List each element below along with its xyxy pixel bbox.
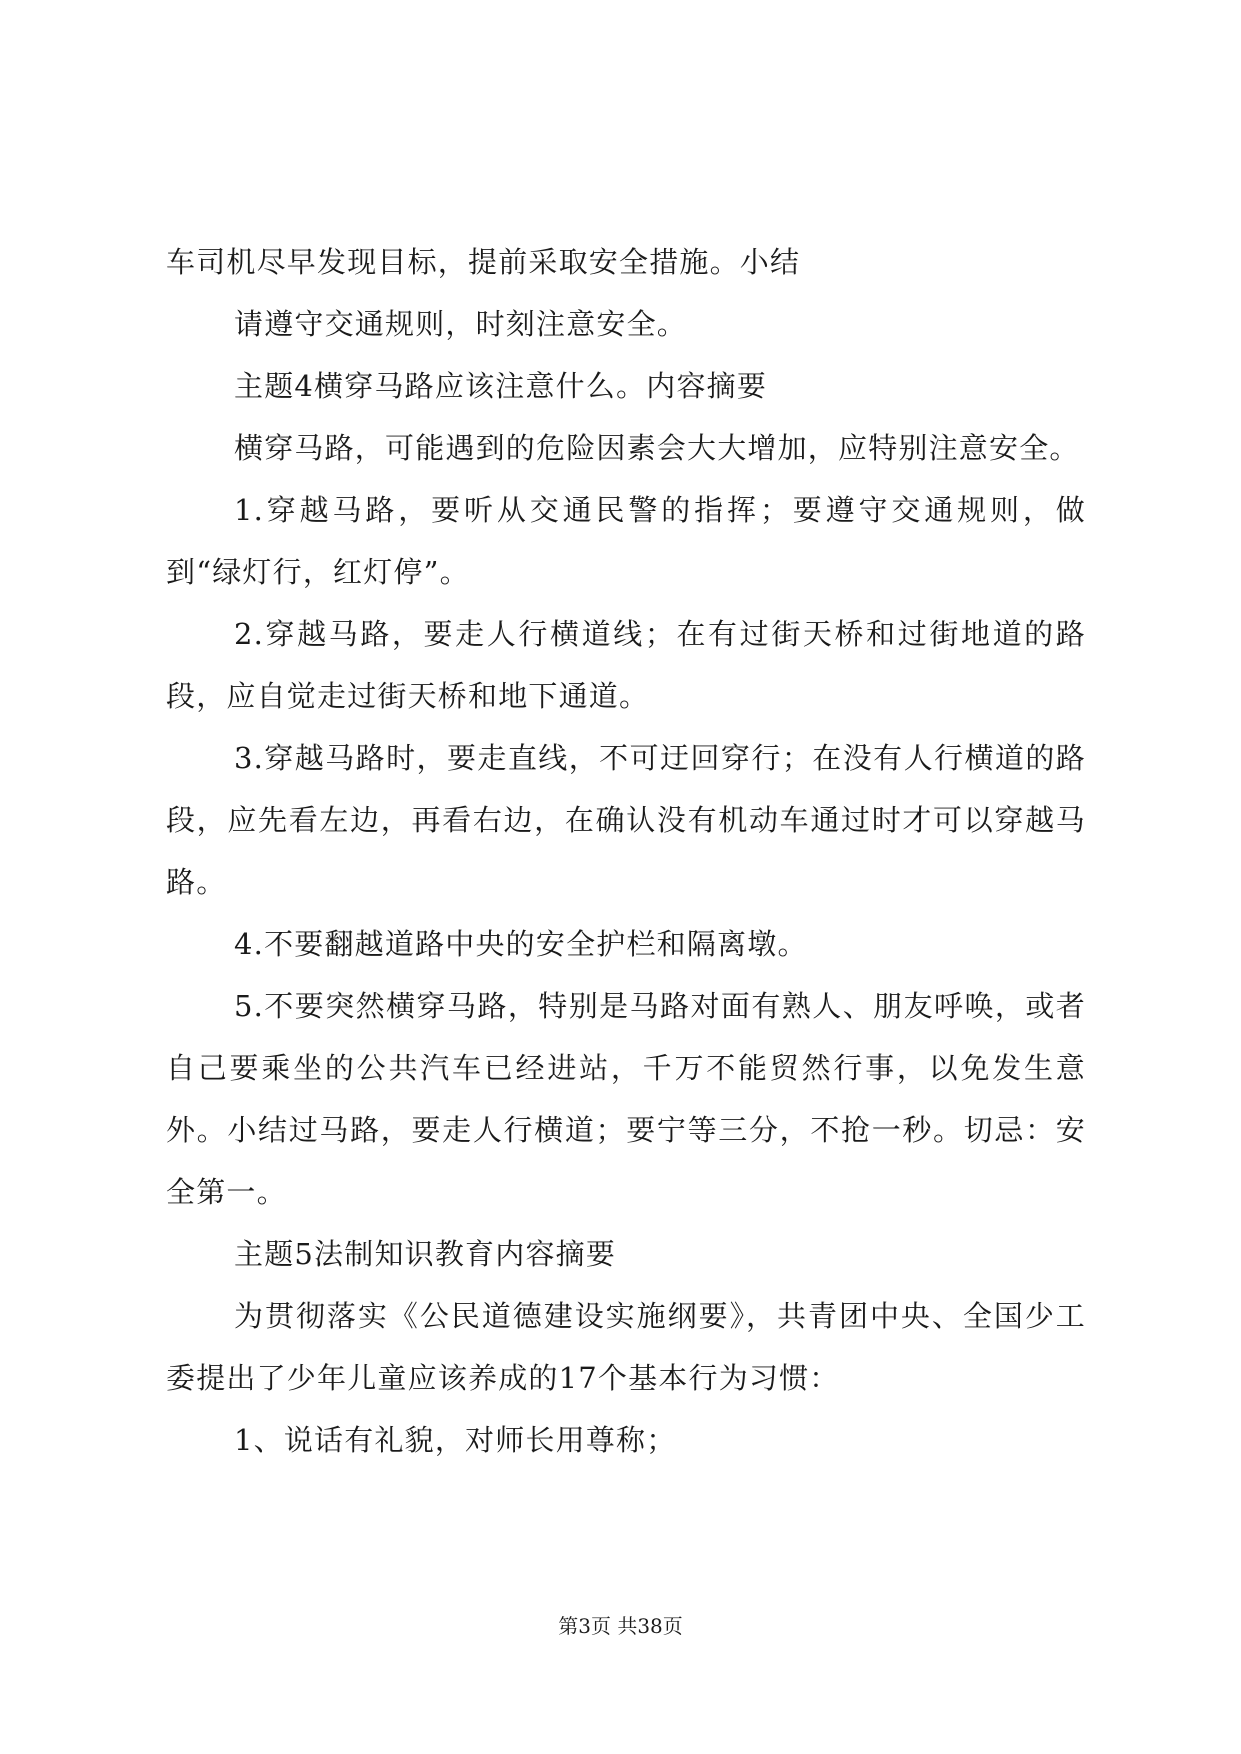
paragraph-2: 请遵守交通规则，时刻注意安全。 [234,307,688,341]
paragraph-4: 横穿马路，可能遇到的危险因素会大大增加，应特别注意安全。 [234,431,1080,465]
habit-item-1: 1、说话有礼貌，对师长用尊称； [234,1423,677,1457]
section-heading-topic-4: 主题4横穿马路应该注意什么。内容摘要 [234,369,768,403]
list-item-4: 4.不要翻越道路中央的安全护栏和隔离墩。 [234,927,808,961]
list-item-3: 3.穿越马路时，要走直线，不可迂回穿行；在没有人行横道的路段，应先看左边，再看右边，在确认没有机动车通过时才可以穿越马路。 [166,741,1086,899]
list-item-1: 1.穿越马路，要听从交通民警的指挥；要遵守交通规则，做到“绿灯行，红灯停”。 [166,493,1086,589]
section-heading-topic-5: 主题5法制知识教育内容摘要 [234,1237,617,1271]
document-body [166,231,1086,1471]
page-footer: 第3页 共38页 [558,1614,683,1638]
paragraph-1: 车司机尽早发现目标，提前采取安全措施。小结 [166,245,801,279]
paragraph-11: 为贯彻落实《公民道德建设实施纲要》，共青团中央、全国少工委提出了少年儿童应该养成的17个基本行为习惯： [166,1299,1086,1395]
list-item-5: 5.不要突然横穿马路，特别是马路对面有熟人、朋友呼唤，或者自己要乘坐的公共汽车已经进站，千万不能贸然行事，以免发生意外。小结过马路，要走人行横道；要宁等三分，不抢一秒。切忌：安全第一。 [166,989,1086,1209]
list-item-2: 2.穿越马路，要走人行横道线；在有过街天桥和过街地道的路段，应自觉走过街天桥和地下通道。 [166,617,1086,713]
